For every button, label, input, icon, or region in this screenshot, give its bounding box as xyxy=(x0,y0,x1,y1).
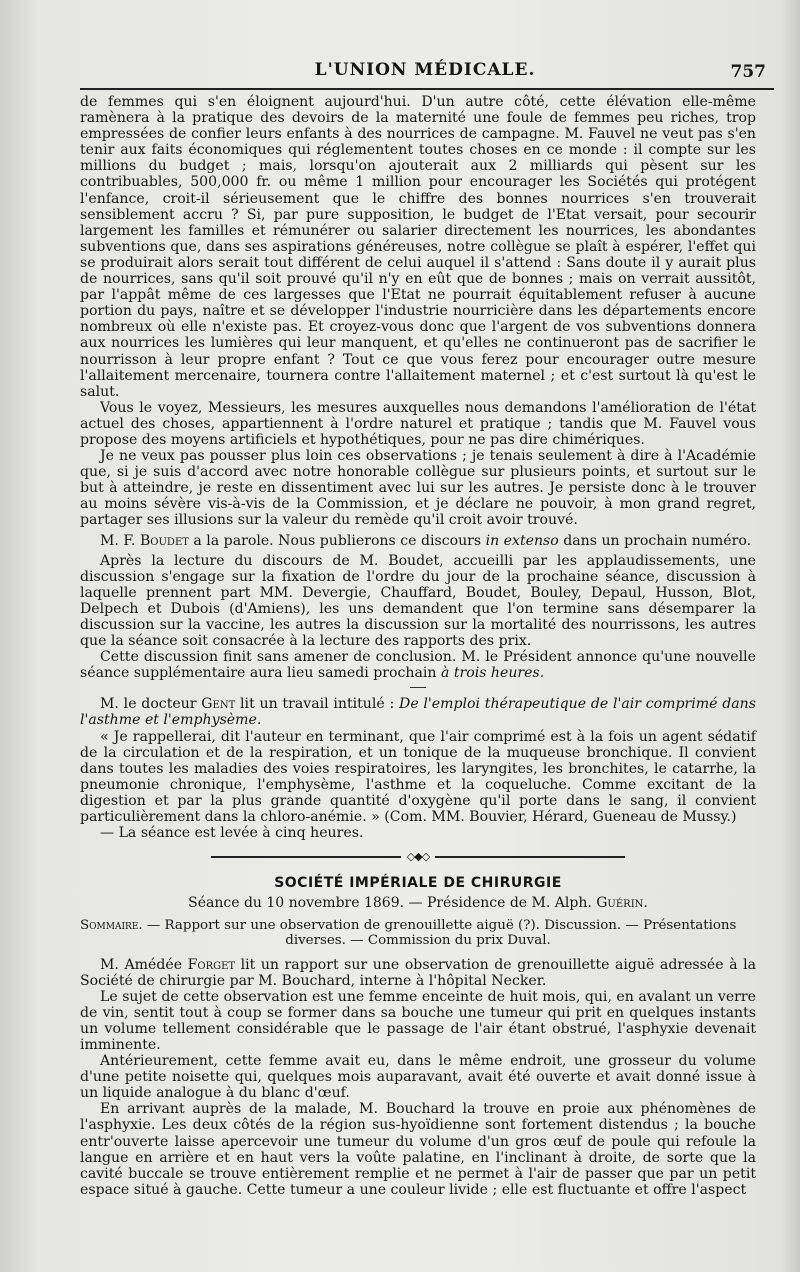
ornamental-divider xyxy=(80,849,756,865)
work-title: De l'emploi thérapeutique de l'air comprimé dans l'asthme et l'emphysème. xyxy=(80,696,756,729)
reporter-name: Forget xyxy=(187,956,236,973)
page-number: 757 xyxy=(730,62,766,82)
paragraph-gent: M. le docteur Gent lit un travail intitulé : De l'emploi thérapeutique de l'air comprimé dans l'asthme et l'emphysème. xyxy=(80,696,756,729)
speaker-name: Boudet xyxy=(139,532,189,549)
society-title: SOCIÉTÉ IMPÉRIALE DE CHIRURGIE xyxy=(274,875,562,892)
paragraph-mesures: Vous le voyez, Messieurs, les mesures auxquelles nous demandons l'amélioration de l'état actuel des choses, appartiennent à l'ordre naturel et pratique ; tandis que M. Fauvel vous propose des moyens artificiels et hypothétiques, pour ne pas dire chimériques. xyxy=(80,399,756,448)
session-line: Séance du 10 novembre 1869. — Présidence de M. Alph. Guérin. xyxy=(188,895,648,912)
article-body xyxy=(80,94,756,1198)
summary: Sommaire. — Rapport sur une observation de grenouillette aiguë (?). Discussion. — Présentations diverses. — Commission du prix Duval. xyxy=(80,917,737,948)
author-name: Gent xyxy=(201,696,236,713)
paragraph-anterieurement: Antérieurement, cette femme avait eu, dans le même endroit, une grosseur du volume d'une petite noisette qui, quelques mois auparavant, avait été ouverte et avait donné issue à un liquide analogue à du blanc d'œuf. xyxy=(80,1053,756,1102)
paragraph-quote: « Je rappellerai, dit l'auteur en terminant, que l'air comprimé est à la fois un agent sédatif de la circulation et de la respiration, et un tonique de la muqueuse bronchique. Il convient dans toutes les maladies des voies respiratoires, les laryngites, les bronchites, le catarrhe, la pneumonie chronique, l'emphysème, l'asthme et la coqueluche. Comme excitant de la digestion et par la plus grande quantité d'oxygène qu'il porte dans le sang, il convient particulièrement dans la chloro-anémie. » (Com. MM. Bouvier, Hérard, Gueneau de Mussy.) xyxy=(80,728,756,826)
paragraph-closing: — La séance est levée à cinq heures. xyxy=(100,825,364,842)
header-rule xyxy=(80,88,774,90)
paragraph-forget: M. Amédée Forget lit un rapport sur une observation de grenouillette aiguë adressée à la Société de chirurgie par M. Bouchard, interne à l'hôpital Necker. xyxy=(80,956,756,989)
paragraph-conclusion: Cette discussion finit sans amener de conclusion. M. le Président annonce qu'une nouvelle séance supplémentaire aura lieu samedi prochain à trois heures. xyxy=(80,649,756,682)
section-divider xyxy=(410,687,426,688)
summary-label: Sommaire. xyxy=(80,917,143,933)
ornament-glyph: ◇◆◇ xyxy=(406,850,430,864)
paragraph-discussion: Après la lecture du discours de M. Boudet, accueilli par les applaudissements, une discussion s'engage sur la fixation de l'ordre du jour de la prochaine séance, discussion à laquelle prennent part MM. Devergie, Chauffard, Boudet, Bouley, Depaul, Husson, Blot, Delpech et Dubois (d'Amiens), les uns demandent que l'on termine sans désemparer la discussion sur la vaccine, les autres la discussion sur la mortalité des nourrissons, les autres que la séance soit consacrée à la lecture des rapports des prix. xyxy=(80,552,756,650)
paragraph-sujet: Le sujet de cette observation est une femme enceinte de huit mois, qui, en avalant un verre de vin, sentit tout à coup se former dans sa bouche une tumeur qui prit en quelques instants un volume tellement considérable que le passage de l'air étant obstrué, l'asphyxie devenait imminente. xyxy=(80,988,756,1053)
paragraph-budget: de femmes qui s'en éloignent aujourd'hui. D'un autre côté, cette élévation elle-même ramènera à la pratique des devoirs de la maternité une foule de femmes peu riches, trop empressées de confier leurs enfants à des nourrices de campagne. M. Fauvel ne veut pas s'en tenir aux faits économiques qui réglementent toutes choses en ce monde : il compte sur les millions du budget ; mais, lorsqu'on ajouterait aux 2 milliards qui pèsent sur les contribuables, 500,000 fr. ou même 1 million pour encourager les Sociétés qui protégent l'enfance, croit-il sérieusement que le chiffre des bonnes nourrices s'en trouverait sensiblement accru ? Si, par pure supposition, le budget de l'Etat versait, pour secourir largement les familles et rémunérer ou salarier directement les nourrices, les abondantes subventions que, dans ses aspirations généreuses, notre collègue se plaît à espérer, l'effet qui se produirait alors serait tout différent de celui auquel il s'attend : Sans doute il y aurait plus de nourrices, sans qu'il soit prouvé qu'il n'y en eût que de bonnes ; mais on verrait aussitôt, par l'appât même de ces largesses que l'Etat ne pourrait équitablement refuser à aucune portion du pays, naître et se développer l'industrie nourricière dans les départements encore nombreux où elle n'existe pas. Et croyez-vous donc que l'argent de vos subventions donnera aux nourrices les lumières qui leur manquent, et qu'elles ne continueront pas de sacrifier le nourrisson à leur propre enfant ? Tout ce que vous ferez pour encourager outre mesure l'allaitement mercenaire, tournera contre l'allaitement maternel ; et c'est surtout là qu'est le salut. xyxy=(80,94,756,400)
president-name: Guérin xyxy=(596,895,644,912)
page-header xyxy=(78,56,772,84)
paragraph-observations: Je ne veux pas pousser plus loin ces observations ; je tenais seulement à dire à l'Académie que, si je suis d'accord avec notre honorable collègue sur plusieurs points, et surtout sur le but à atteindre, je reste en dissentiment avec lui sur les autres. Je persiste donc à le trouver au moins sévère vis-à-vis de la Commission, et je déclare ne pouvoir, à mon grand regret, partager ses illusions sur la valeur du remède qu'il croit avoir trouvé. xyxy=(80,448,756,529)
running-head: L'UNION MÉDICALE. xyxy=(314,60,536,80)
paragraph-boudet-parole: M. F. Boudet a la parole. Nous publierons ce discours in extenso dans un prochain numéro. xyxy=(100,532,752,549)
paragraph-arrivant: En arrivant auprès de la malade, M. Bouchard la trouve en proie aux phénomènes de l'asphyxie. Les deux côtés de la région sus-hyoïdienne sont fortement distendus ; la bouche entr'ouverte laisse apercevoir une tumeur du volume d'un gros œuf de poule qui refoule la langue en arrière et en haut vers la voûte palatine, en l'inclinant à droite, de sorte que la cavité buccale se trouve entièrement remplie et ne permet à l'air de passer que par un petit espace situé à gauche. Cette tumeur a une couleur livide ; elle est fluctuante et offre l'aspect xyxy=(80,1101,756,1198)
